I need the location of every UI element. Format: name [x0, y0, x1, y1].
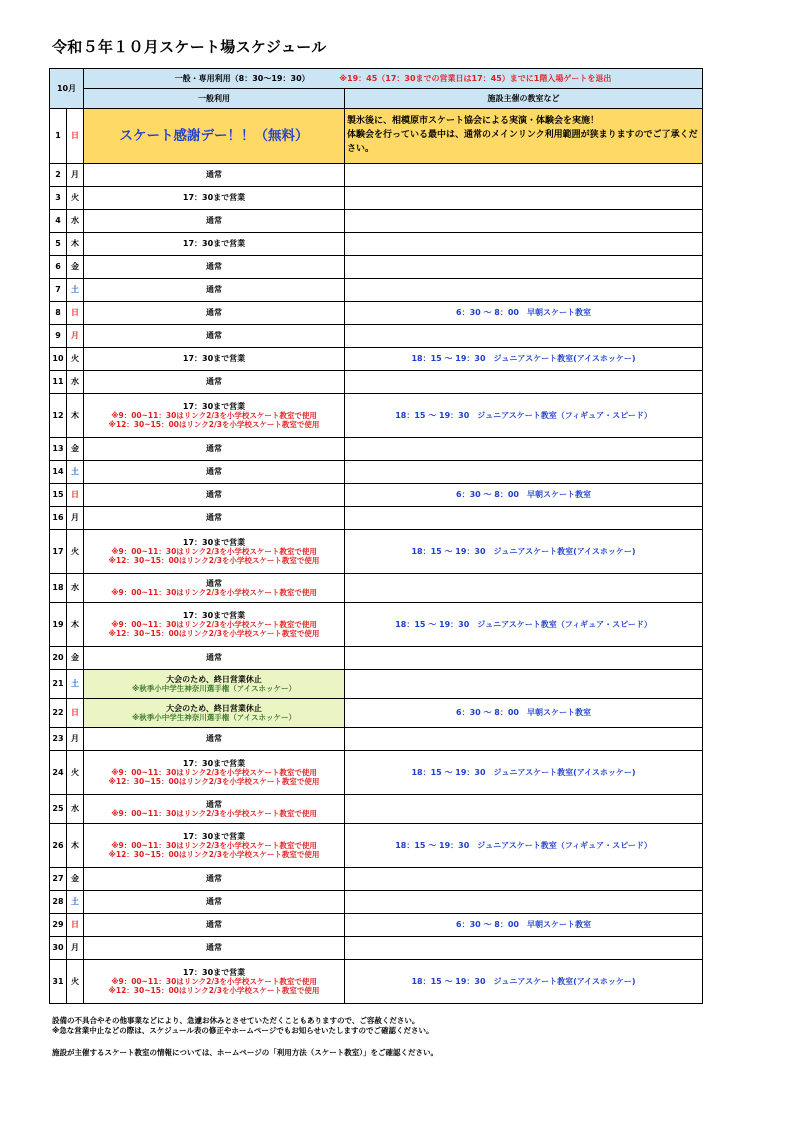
class-cell — [345, 824, 703, 868]
general-use-cell — [84, 960, 345, 1004]
general-use-cell — [84, 164, 345, 187]
general-status: 大会のため、終日営業休止 — [166, 703, 262, 713]
class-entry: 18：15 ～ 19：30 ジュニアスケート教室(アイスホッケー) — [411, 546, 636, 556]
day-number: 6 — [50, 256, 67, 279]
general-use-cell — [84, 574, 345, 603]
rink-usage-note: ※9：00~11：30はリンク2/3を小学校スケート教室で使用 — [111, 588, 317, 598]
schedule-row — [50, 530, 703, 574]
schedule-row — [50, 574, 703, 603]
general-use-cell — [84, 210, 345, 233]
day-number: 4 — [50, 210, 67, 233]
weekday: 日 — [67, 302, 84, 325]
day-number: 1 — [50, 109, 67, 164]
footer-classes-info: 施設が主催するスケート教室の情報については、ホームページの「利用方法（スケート教室）」をご確認ください。 — [52, 1048, 438, 1057]
general-use-cell — [84, 371, 345, 394]
class-entry: 6：30 ～ 8：00 早朝スケート教室 — [456, 308, 591, 318]
class-entry: 18：15 ～ 19：30 ジュニアスケート教室（フィギュア・スピード） — [395, 619, 652, 629]
general-status: 通常 — [206, 170, 223, 180]
weekday: 月 — [67, 164, 84, 187]
day-number: 21 — [50, 670, 67, 699]
weekday: 土 — [67, 670, 84, 699]
weekday: 火 — [67, 348, 84, 371]
weekday: 水 — [67, 795, 84, 824]
general-use-cell — [84, 751, 345, 795]
class-cell — [345, 728, 703, 751]
schedule-body — [50, 109, 703, 1004]
day-number: 19 — [50, 603, 67, 647]
weekday: 木 — [67, 394, 84, 438]
rink-usage-note: ※12：30~15：00はリンク2/3を小学校スケート教室で使用 — [108, 777, 320, 787]
day-number: 11 — [50, 371, 67, 394]
weekday: 木 — [67, 824, 84, 868]
class-cell — [345, 574, 703, 603]
day-number: 22 — [50, 699, 67, 728]
weekday: 土 — [67, 891, 84, 914]
event-notice: 体験会を行っている最中は、通常のメインリンク利用範囲が狭まりますのでご了承ください。 — [347, 130, 698, 154]
schedule-row — [50, 647, 703, 670]
schedule-row — [50, 279, 703, 302]
weekday: 木 — [67, 233, 84, 256]
general-status: 通常 — [206, 897, 223, 907]
weekday: 日 — [67, 914, 84, 937]
class-cell — [345, 438, 703, 461]
general-status: 17：30まで営業 — [182, 758, 246, 768]
general-status: 通常 — [206, 734, 223, 744]
class-entry: 6：30 ～ 8：00 早朝スケート教室 — [456, 708, 591, 718]
day-number: 5 — [50, 233, 67, 256]
general-use-cell — [84, 937, 345, 960]
day-number: 2 — [50, 164, 67, 187]
schedule-row — [50, 891, 703, 914]
class-entry: 18：15 ～ 19：30 ジュニアスケート教室（フィギュア・スピード） — [395, 840, 652, 850]
hours-header — [84, 69, 703, 89]
day-number: 12 — [50, 394, 67, 438]
day-number: 25 — [50, 795, 67, 824]
schedule-row — [50, 348, 703, 371]
rink-usage-note: ※9：00~11：30はリンク2/3を小学校スケート教室で使用 — [111, 620, 317, 630]
general-use-cell — [84, 728, 345, 751]
weekday: 日 — [67, 484, 84, 507]
general-use-cell — [84, 109, 345, 164]
class-cell — [345, 647, 703, 670]
class-cell — [345, 302, 703, 325]
weekday: 月 — [67, 937, 84, 960]
schedule-row — [50, 699, 703, 728]
day-number: 23 — [50, 728, 67, 751]
class-cell — [345, 461, 703, 484]
general-use-cell — [84, 868, 345, 891]
footer-line-2: ※急な営業中止などの際は、スケジュール表の修正やホームページでもお知らせいたしますのでご確認ください。 — [52, 1026, 434, 1036]
class-entry: 18：15 ～ 19：30 ジュニアスケート教室(アイスホッケー) — [411, 767, 636, 777]
general-use-cell — [84, 824, 345, 868]
schedule-row — [50, 325, 703, 348]
general-status: 通常 — [206, 799, 223, 809]
general-status: 通常 — [206, 444, 223, 454]
col-header-classes: 施設主催の教室など — [345, 89, 703, 109]
class-cell — [345, 507, 703, 530]
weekday: 水 — [67, 371, 84, 394]
class-cell — [345, 891, 703, 914]
general-use-cell — [84, 795, 345, 824]
general-use-cell — [84, 647, 345, 670]
general-status: 通常 — [206, 377, 223, 387]
day-number: 17 — [50, 530, 67, 574]
schedule-row — [50, 484, 703, 507]
schedule-table — [49, 68, 703, 1004]
day-number: 10 — [50, 348, 67, 371]
general-status: 17：30まで営業 — [182, 193, 246, 203]
day-number: 20 — [50, 647, 67, 670]
weekday: 火 — [67, 751, 84, 795]
rink-usage-note: ※9：00~11：30はリンク2/3を小学校スケート教室で使用 — [111, 977, 317, 987]
general-use-cell — [84, 507, 345, 530]
general-status: 17：30まで営業 — [182, 537, 246, 547]
schedule-row — [50, 824, 703, 868]
schedule-row — [50, 507, 703, 530]
col-header-general: 一般利用 — [84, 89, 345, 109]
general-status: 通常 — [206, 653, 223, 663]
schedule-row — [50, 394, 703, 438]
class-entry: 6：30 ～ 8：00 早朝スケート教室 — [456, 920, 591, 930]
general-status: 17：30まで営業 — [182, 831, 246, 841]
general-status: 通常 — [206, 467, 223, 477]
day-number: 29 — [50, 914, 67, 937]
schedule-row — [50, 164, 703, 187]
class-cell — [345, 279, 703, 302]
general-use-cell — [84, 348, 345, 371]
weekday: 木 — [67, 603, 84, 647]
weekday: 水 — [67, 210, 84, 233]
general-use-cell — [84, 699, 345, 728]
general-status: 通常 — [206, 285, 223, 295]
class-cell — [345, 868, 703, 891]
weekday: 水 — [67, 574, 84, 603]
general-status: 大会のため、終日営業休止 — [166, 674, 262, 684]
general-status: 通常 — [206, 513, 223, 523]
day-number: 30 — [50, 937, 67, 960]
rink-usage-note: ※9：00~11：30はリンク2/3を小学校スケート教室で使用 — [111, 768, 317, 778]
schedule-row — [50, 109, 703, 164]
month-header: 10月 — [50, 69, 84, 109]
day-number: 8 — [50, 302, 67, 325]
general-status: 通常 — [206, 920, 223, 930]
general-status: 17：30まで営業 — [182, 967, 246, 977]
general-status: 17：30まで営業 — [182, 239, 246, 249]
general-use-cell — [84, 394, 345, 438]
general-use-cell — [84, 438, 345, 461]
weekday: 土 — [67, 279, 84, 302]
closure-note: ※秋季小中学生神奈川選手権（アイスホッケー） — [131, 684, 297, 694]
class-cell — [345, 937, 703, 960]
day-number: 24 — [50, 751, 67, 795]
general-status: 通常 — [206, 216, 223, 226]
general-use-cell — [84, 187, 345, 210]
class-cell — [345, 348, 703, 371]
rink-usage-note: ※9：00~11：30はリンク2/3を小学校スケート教室で使用 — [111, 547, 317, 557]
weekday: 金 — [67, 647, 84, 670]
day-number: 9 — [50, 325, 67, 348]
weekday: 日 — [67, 109, 84, 164]
class-cell — [345, 960, 703, 1004]
closure-note: ※秋季小中学生神奈川選手権（アイスホッケー） — [131, 713, 297, 723]
class-cell — [345, 164, 703, 187]
day-number: 7 — [50, 279, 67, 302]
class-cell — [345, 109, 703, 164]
rink-usage-note: ※9：00~11：30はリンク2/3を小学校スケート教室で使用 — [111, 809, 317, 819]
weekday: 金 — [67, 438, 84, 461]
schedule-row — [50, 603, 703, 647]
day-number: 3 — [50, 187, 67, 210]
schedule-row — [50, 371, 703, 394]
weekday: 金 — [67, 868, 84, 891]
class-cell — [345, 914, 703, 937]
class-cell — [345, 256, 703, 279]
class-cell — [345, 699, 703, 728]
class-cell — [345, 603, 703, 647]
general-status: 通常 — [206, 578, 223, 588]
schedule-row — [50, 256, 703, 279]
general-use-cell — [84, 484, 345, 507]
day-number: 14 — [50, 461, 67, 484]
schedule-row — [50, 670, 703, 699]
schedule-row — [50, 960, 703, 1004]
day-number: 13 — [50, 438, 67, 461]
day-number: 18 — [50, 574, 67, 603]
footer-line-1: 設備の不具合やその他事業などにより、急遽お休みとさせていただくこともありますので、ご容赦ください。 — [52, 1016, 420, 1025]
weekday: 火 — [67, 960, 84, 1004]
general-status: 17：30まで営業 — [182, 354, 246, 364]
schedule-row — [50, 210, 703, 233]
general-status: 17：30まで営業 — [182, 610, 246, 620]
page-title: 令和５年１０月スケート場スケジュール — [52, 38, 327, 56]
general-use-cell — [84, 302, 345, 325]
weekday: 月 — [67, 325, 84, 348]
class-entry: 6：30 ～ 8：00 早朝スケート教室 — [456, 490, 591, 500]
schedule-row — [50, 937, 703, 960]
weekday: 火 — [67, 530, 84, 574]
general-status: 通常 — [206, 262, 223, 272]
day-number: 15 — [50, 484, 67, 507]
general-use-cell — [84, 891, 345, 914]
general-use-cell — [84, 325, 345, 348]
day-number: 26 — [50, 824, 67, 868]
schedule-row — [50, 187, 703, 210]
rink-usage-note: ※12：30~15：00はリンク2/3を小学校スケート教室で使用 — [108, 420, 320, 430]
general-status: 通常 — [206, 490, 223, 500]
schedule-row — [50, 302, 703, 325]
class-cell — [345, 484, 703, 507]
class-cell — [345, 325, 703, 348]
footer-notice — [52, 1016, 433, 1036]
day-number: 27 — [50, 868, 67, 891]
schedule-row — [50, 728, 703, 751]
general-use-cell — [84, 914, 345, 937]
schedule-row — [50, 461, 703, 484]
class-cell — [345, 530, 703, 574]
day-number: 31 — [50, 960, 67, 1004]
weekday: 日 — [67, 699, 84, 728]
class-entry: 18：15 ～ 19：30 ジュニアスケート教室(アイスホッケー) — [411, 976, 636, 986]
class-cell — [345, 795, 703, 824]
hours-label: 一般・専用利用（8：30～19：30） — [174, 73, 310, 83]
general-status: 通常 — [206, 874, 223, 884]
class-cell — [345, 187, 703, 210]
day-number: 16 — [50, 507, 67, 530]
class-cell — [345, 371, 703, 394]
general-use-cell — [84, 233, 345, 256]
day-number: 28 — [50, 891, 67, 914]
class-cell — [345, 233, 703, 256]
weekday: 金 — [67, 256, 84, 279]
rink-usage-note: ※12：30~15：00はリンク2/3を小学校スケート教室で使用 — [108, 986, 320, 996]
rink-usage-note: ※9：00~11：30はリンク2/3を小学校スケート教室で使用 — [111, 841, 317, 851]
general-status: 通常 — [206, 331, 223, 341]
general-status: 通常 — [206, 308, 223, 318]
class-cell — [345, 751, 703, 795]
general-use-cell — [84, 256, 345, 279]
weekday: 火 — [67, 187, 84, 210]
event-notice: 製氷後に、相模原市スケート協会による実演・体験会を実施！ — [347, 116, 600, 127]
general-status: 17：30まで営業 — [182, 401, 246, 411]
class-cell — [345, 394, 703, 438]
rink-usage-note: ※12：30~15：00はリンク2/3を小学校スケート教室で使用 — [108, 629, 320, 639]
general-use-cell — [84, 530, 345, 574]
class-cell — [345, 210, 703, 233]
weekday: 土 — [67, 461, 84, 484]
event-title: スケート感謝デー！！（無料） — [119, 127, 309, 144]
schedule-row — [50, 868, 703, 891]
weekday: 月 — [67, 728, 84, 751]
rink-usage-note: ※12：30~15：00はリンク2/3を小学校スケート教室で使用 — [108, 556, 320, 566]
general-use-cell — [84, 603, 345, 647]
schedule-row — [50, 751, 703, 795]
schedule-row — [50, 233, 703, 256]
general-use-cell — [84, 279, 345, 302]
class-entry: 18：15 ～ 19：30 ジュニアスケート教室（フィギュア・スピード） — [395, 410, 652, 420]
schedule-row — [50, 914, 703, 937]
schedule-row — [50, 438, 703, 461]
rink-usage-note: ※12：30~15：00はリンク2/3を小学校スケート教室で使用 — [108, 850, 320, 860]
general-status: 通常 — [206, 943, 223, 953]
class-cell — [345, 670, 703, 699]
rink-usage-note: ※9：00~11：30はリンク2/3を小学校スケート教室で使用 — [111, 411, 317, 421]
hours-note: ※19：45（17：30までの営業日は17：45）までに1階入場ゲートを退出 — [339, 73, 612, 83]
weekday: 月 — [67, 507, 84, 530]
general-use-cell — [84, 670, 345, 699]
general-use-cell — [84, 461, 345, 484]
class-entry: 18：15 ～ 19：30 ジュニアスケート教室(アイスホッケー) — [411, 354, 636, 364]
schedule-row — [50, 795, 703, 824]
